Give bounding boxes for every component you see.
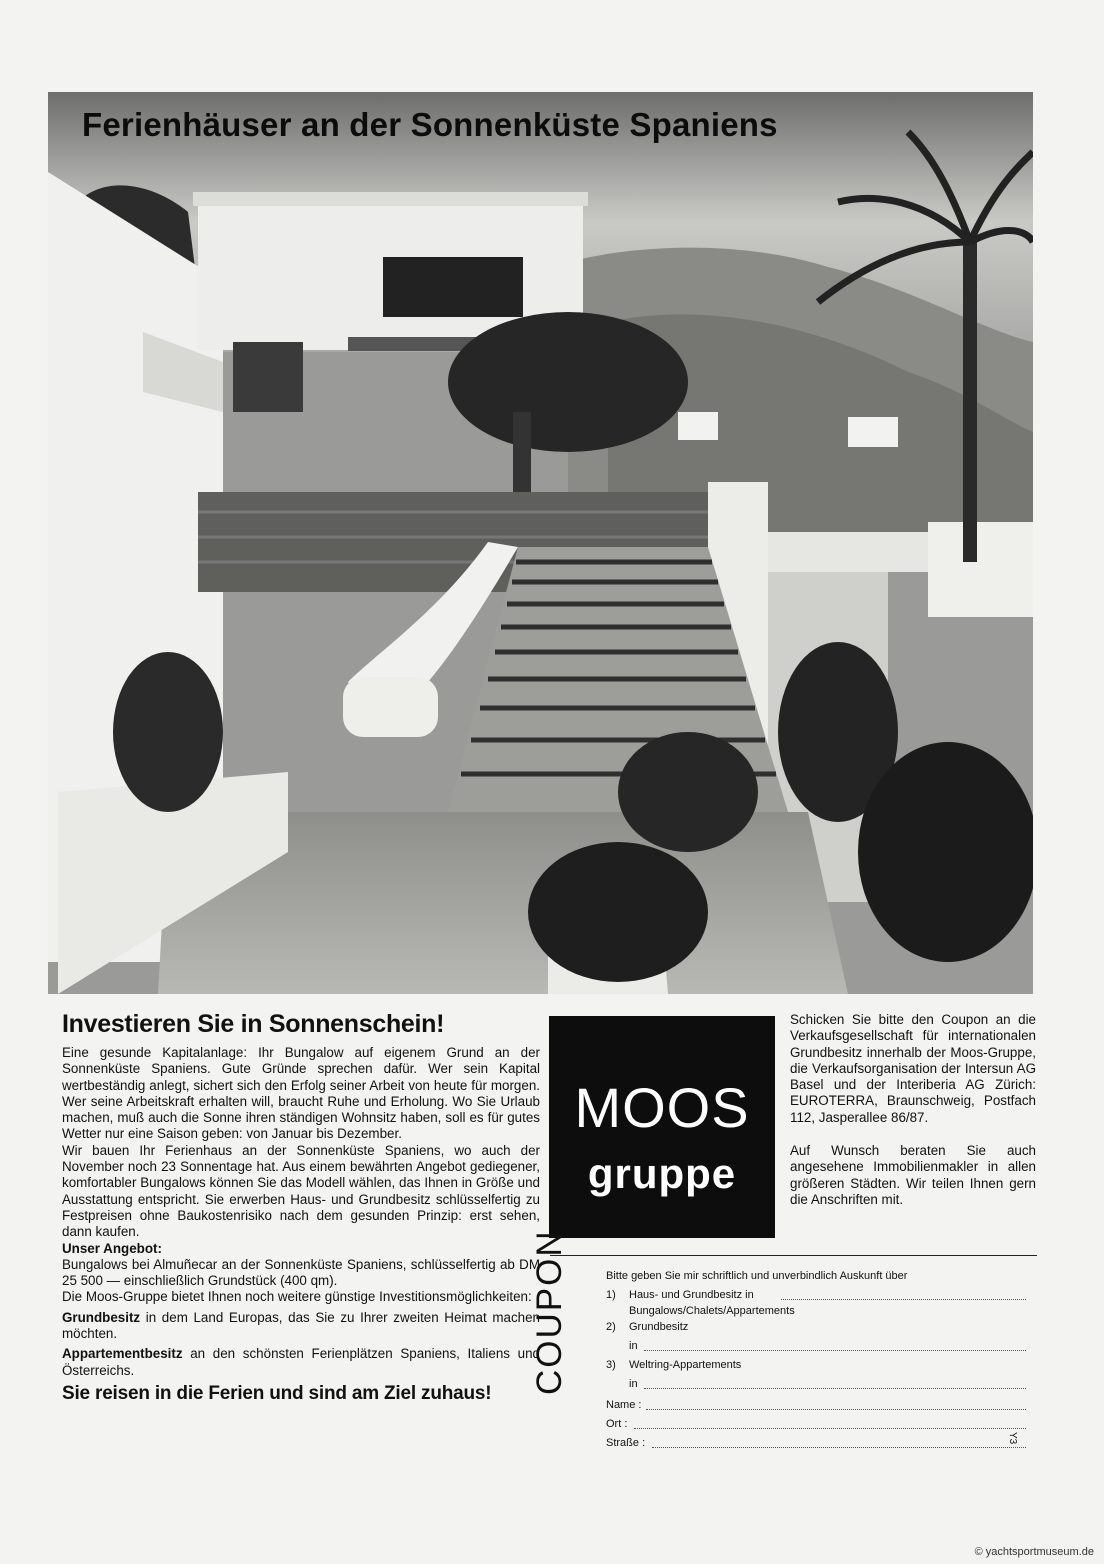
logo-moos: MOOS bbox=[574, 1076, 750, 1139]
shrub bbox=[528, 842, 708, 982]
fill-line[interactable] bbox=[644, 1350, 1026, 1351]
ort-line[interactable] bbox=[634, 1428, 1026, 1429]
coupon-label: COUPON bbox=[530, 1229, 569, 1395]
ort-label: Ort : bbox=[606, 1418, 628, 1430]
coupon-option-2[interactable] bbox=[606, 1321, 1026, 1334]
appartement-text: an den schönsten Ferienplätzen Spaniens, Italiens und Österreichs. bbox=[62, 1346, 540, 1378]
option-detail: Bungalows/Chalets/Appartements bbox=[629, 1305, 795, 1317]
grundbesitz-text: in dem Land Europas, das Sie zu Ihrer zweiten Heimat machen möchten. bbox=[62, 1309, 540, 1342]
option-in: in bbox=[629, 1340, 638, 1352]
headline: Ferienhäuser an der Sonnenküste Spaniens bbox=[82, 106, 778, 143]
central-tree bbox=[448, 312, 688, 452]
name-field[interactable] bbox=[606, 1399, 1026, 1413]
option-number: 2) bbox=[606, 1321, 616, 1333]
option-number: 3) bbox=[606, 1359, 616, 1371]
villa-window bbox=[383, 257, 523, 317]
fill-line[interactable] bbox=[781, 1299, 1026, 1300]
option-number: 1) bbox=[606, 1289, 616, 1301]
coupon-option-3[interactable] bbox=[606, 1359, 1026, 1372]
option-label: Haus- und Grundbesitz in bbox=[629, 1289, 754, 1301]
appartement-label: Appartementbesitz bbox=[62, 1346, 183, 1362]
hero-photo bbox=[48, 92, 1033, 994]
option-label: Grundbesitz bbox=[629, 1321, 689, 1333]
coupon-option-1[interactable] bbox=[606, 1289, 1026, 1302]
grundbesitz-label: Grundbesitz bbox=[62, 1309, 141, 1325]
name-line[interactable] bbox=[646, 1409, 1026, 1410]
ort-field[interactable] bbox=[606, 1418, 1026, 1432]
right-column bbox=[790, 1012, 1036, 1208]
invest-title: Investieren Sie in Sonnenschein! bbox=[62, 1010, 445, 1038]
logo-gruppe: gruppe bbox=[587, 1150, 737, 1197]
closing-slogan: Sie reisen in die Ferien und sind am Ziel zuhaus! bbox=[62, 1382, 492, 1404]
coupon-option-2-in[interactable] bbox=[606, 1340, 1026, 1353]
paragraph-build: Wir bauen Ihr Ferienhaus an der Sonnenküste Spaniens, wo auch der November noch 23 Sonnentage hat. Aus einem bewährten Angebot gediegener, komfortabler Bungalows können Sie das Modell wählen, das Ihnen in Größe und Ausstattung entspricht. Sie erwerben Haus- und Grundbesitz schlüsselfertig zu Festpreisen ohne Baukostenrisiko nach dem gesunden Prinzip: erst sehen, dann kaufen. bbox=[62, 1142, 540, 1240]
coupon-intro: Bitte geben Sie mir schriftlich und unverbindlich Auskunft über bbox=[606, 1270, 908, 1282]
advisor-text: Auf Wunsch beraten Sie auch angesehene Immobilienmakler in allen größeren Städten. Wir teilen Ihnen gern die Anschriften mit. bbox=[790, 1143, 1036, 1207]
left-column bbox=[62, 1010, 540, 1405]
strasse-label: Straße : bbox=[606, 1437, 646, 1449]
more-options-text: Die Moos-Gruppe bietet Ihnen noch weitere günstige Investitionsmöglichkeiten: bbox=[62, 1289, 532, 1305]
coupon-divider bbox=[550, 1255, 1037, 1256]
moos-gruppe-logo bbox=[549, 1016, 775, 1238]
send-coupon-text: Schicken Sie bitte den Coupon an die Verkaufsgesellschaft für internationalen Grundbesitz innerhalb der Moos-Gruppe, die Verkaufsorganisation der Intersun AG Basel und der Interiberia AG Zürich: EUROTERRA, Braunschweig, Postfach 112, Jasperallee 86/87. bbox=[790, 1012, 1036, 1125]
palm-tree bbox=[963, 242, 977, 562]
name-label: Name : bbox=[606, 1399, 642, 1411]
strasse-line[interactable] bbox=[652, 1447, 1026, 1448]
watermark: © yachtsportmuseum.de bbox=[974, 1546, 1094, 1558]
offer-heading: Unser Angebot: bbox=[62, 1240, 162, 1256]
grundbesitz-item bbox=[62, 1310, 540, 1343]
appartement-item bbox=[62, 1346, 540, 1379]
option-in: in bbox=[629, 1378, 638, 1390]
fill-line[interactable] bbox=[644, 1388, 1026, 1389]
strasse-field[interactable] bbox=[606, 1437, 1026, 1451]
paragraph-intro: Eine gesunde Kapitalanlage: Ihr Bungalow auf eigenem Grund an der Sonnenküste Spaniens. Gute Gründe sprechen dafür. Wer sein Kapital wertbeständig anlegt, sichert sich den Erfolg seiner Arbeit von heute für morgen. Wer seine Arbeitskraft erhalten will, braucht Ruhe und Erholung. Wo Sie Urlaub machen, muß auch die Sonne ihren ständigen Wohnsitz haben, soll es für gutes Wetter nur eine Saison geben: von Januar bis Dezember. bbox=[62, 1045, 540, 1142]
offer-text: Bungalows bei Almuñecar an der Sonnenküste Spaniens, schlüsselfertig ab DM 25 500 — einschließlich Grundstück (400 qm). bbox=[62, 1256, 540, 1289]
coupon-option-1-detail bbox=[606, 1305, 1026, 1318]
coupon-form bbox=[606, 1270, 1026, 1451]
coupon-option-3-in[interactable] bbox=[606, 1378, 1026, 1391]
option-label: Weltring-Appartements bbox=[629, 1359, 742, 1371]
coupon-code: Y3 bbox=[1007, 1432, 1018, 1445]
villa-staircase-illustration bbox=[48, 92, 1033, 994]
body-text bbox=[62, 1045, 540, 1379]
